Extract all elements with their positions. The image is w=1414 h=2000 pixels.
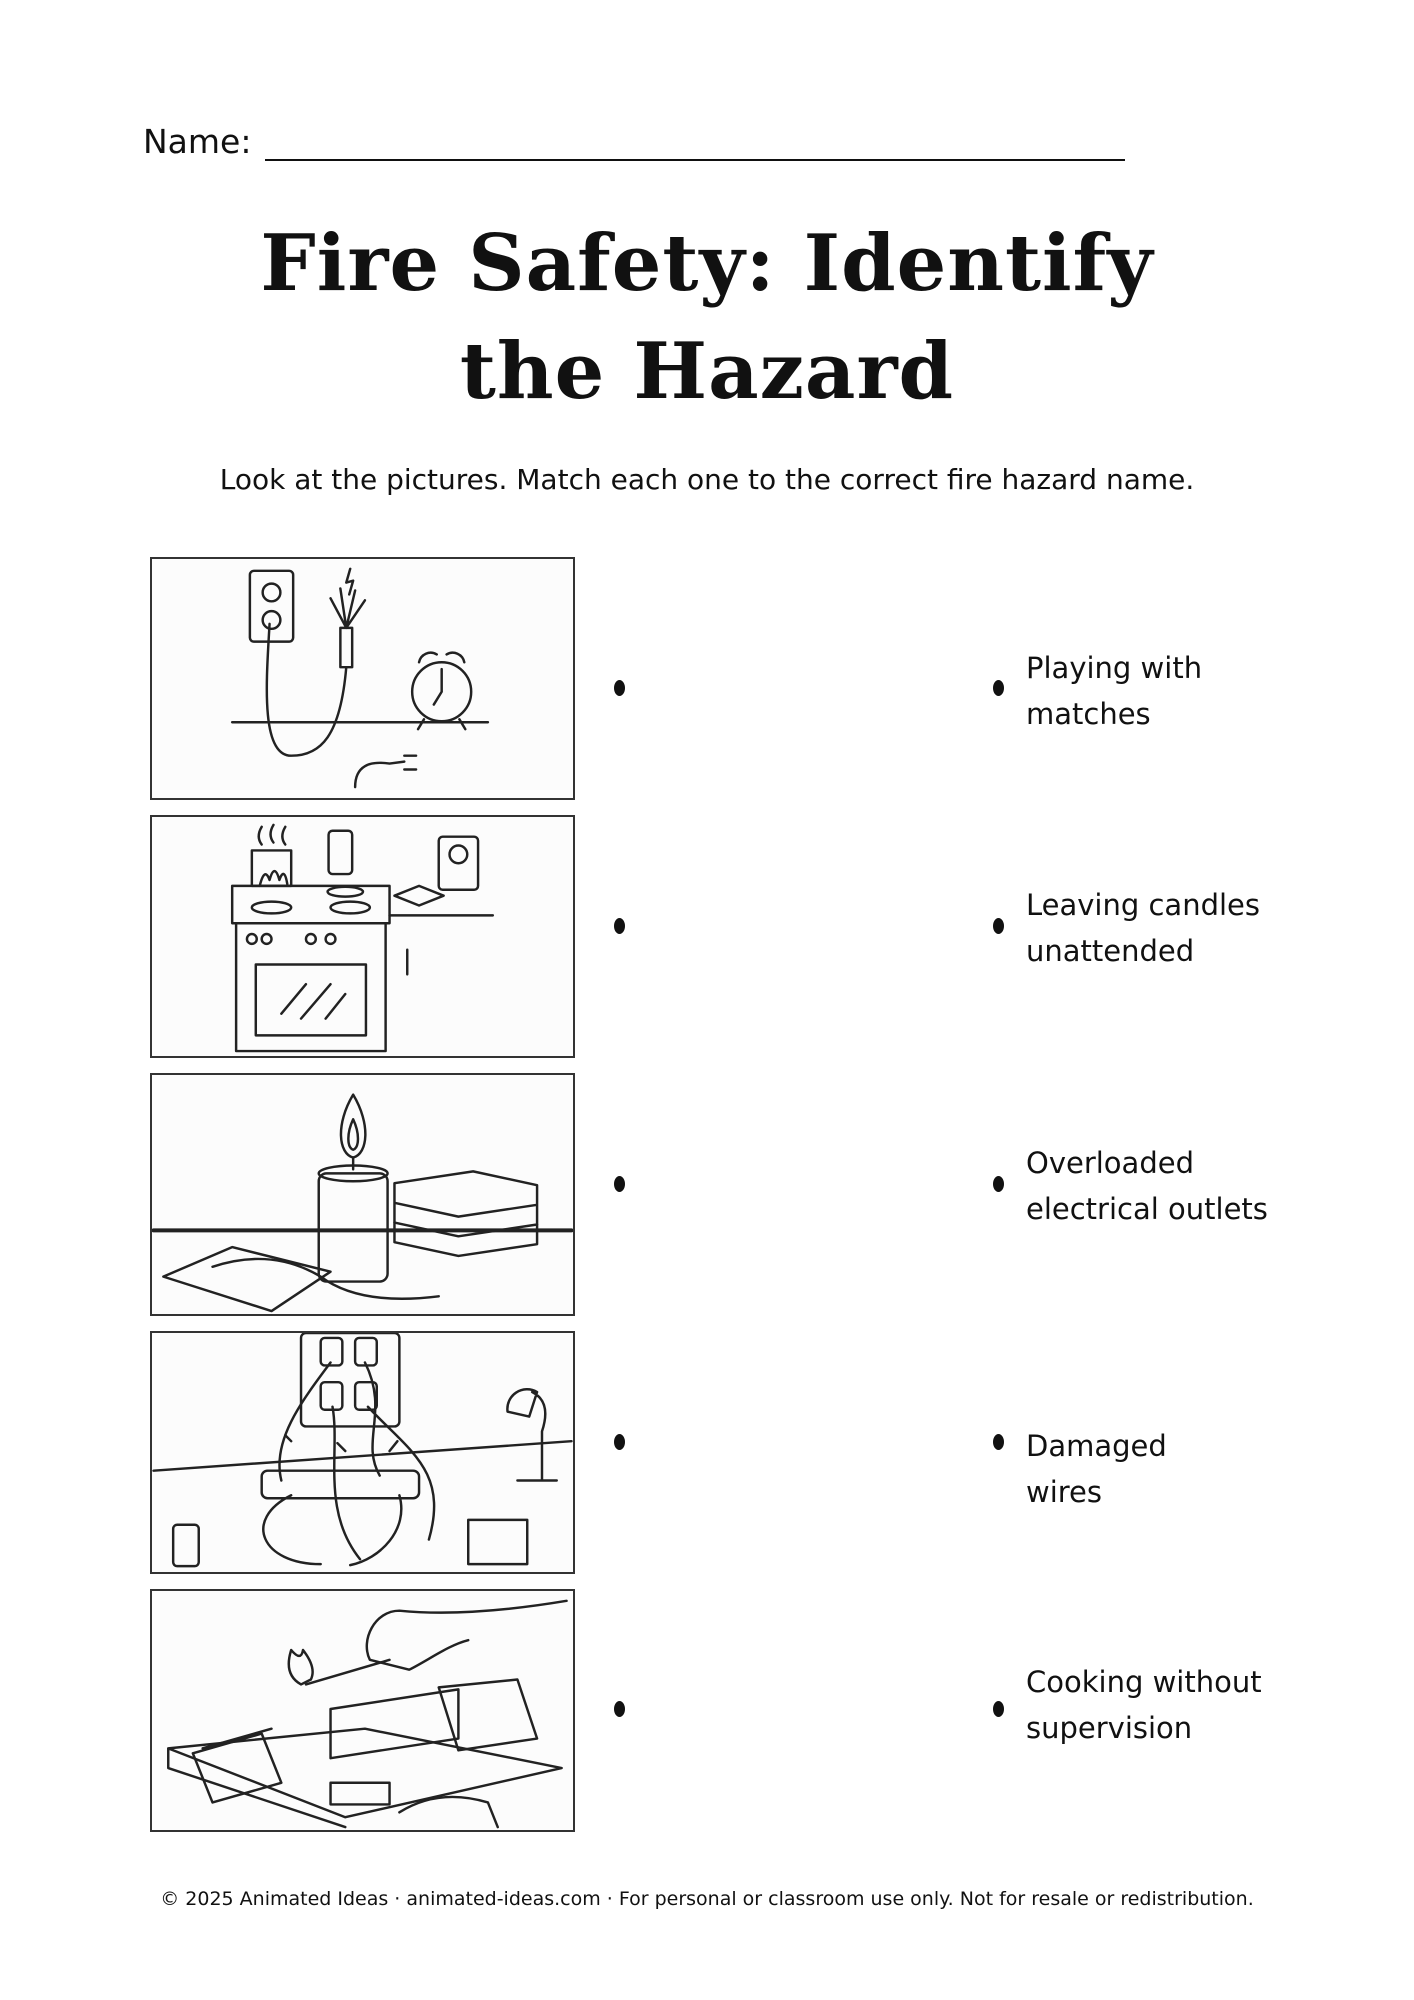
match-dot-right-2[interactable] (993, 918, 1004, 934)
answer-label (1026, 1140, 1326, 1232)
footer-copyright: © 2025 Animated Ideas · animated-ideas.com · For personal or classroom use only. Not for resale or redistribution. (160, 1888, 1254, 1910)
answer-label (1026, 1659, 1326, 1751)
answer-label (1026, 882, 1326, 974)
match-dot-right-5[interactable] (993, 1701, 1004, 1717)
match-dot-right-1[interactable] (993, 680, 1004, 696)
match-dot-left-5[interactable] (614, 1701, 625, 1717)
match-dot-left-3[interactable] (614, 1176, 625, 1192)
match-dot-left-4[interactable] (614, 1434, 625, 1450)
picture-stove (150, 815, 575, 1058)
damaged-wire-icon (152, 559, 573, 798)
picture-candle (150, 1073, 575, 1316)
answer-line: Overloaded (1026, 1146, 1194, 1180)
match-dot-left-1[interactable] (614, 680, 625, 696)
answer-line: Playing with (1026, 651, 1203, 685)
answer-line: electrical outlets (1026, 1192, 1268, 1226)
match-dot-right-4[interactable] (993, 1434, 1004, 1450)
answer-line: Cooking without (1026, 1665, 1262, 1699)
picture-damaged-wire (150, 557, 575, 800)
picture-overloaded-outlet (150, 1331, 575, 1574)
answer-line: supervision (1026, 1711, 1193, 1745)
answer-label (1026, 1423, 1326, 1515)
name-label: Name: (143, 122, 252, 161)
candle-icon (152, 1075, 573, 1314)
answer-line: Leaving candles (1026, 888, 1260, 922)
answer-line: Damaged (1026, 1429, 1167, 1463)
stove-cooking-icon (152, 817, 573, 1056)
matches-icon (152, 1591, 573, 1830)
overloaded-outlet-icon (152, 1333, 573, 1572)
title-line-2: the Hazard (459, 326, 955, 417)
instructions: Look at the pictures. Match each one to the correct fire hazard name. (219, 463, 1195, 496)
picture-matches (150, 1589, 575, 1832)
answer-label (1026, 645, 1326, 737)
title-line-1: Fire Safety: Identify (260, 218, 1154, 309)
name-field[interactable] (143, 122, 1125, 161)
match-dot-left-2[interactable] (614, 918, 625, 934)
page-title (0, 210, 1414, 426)
answer-line: wires (1026, 1475, 1103, 1509)
match-dot-right-3[interactable] (993, 1176, 1004, 1192)
name-line[interactable] (265, 123, 1125, 161)
answer-line: matches (1026, 697, 1151, 731)
answer-line: unattended (1026, 934, 1195, 968)
